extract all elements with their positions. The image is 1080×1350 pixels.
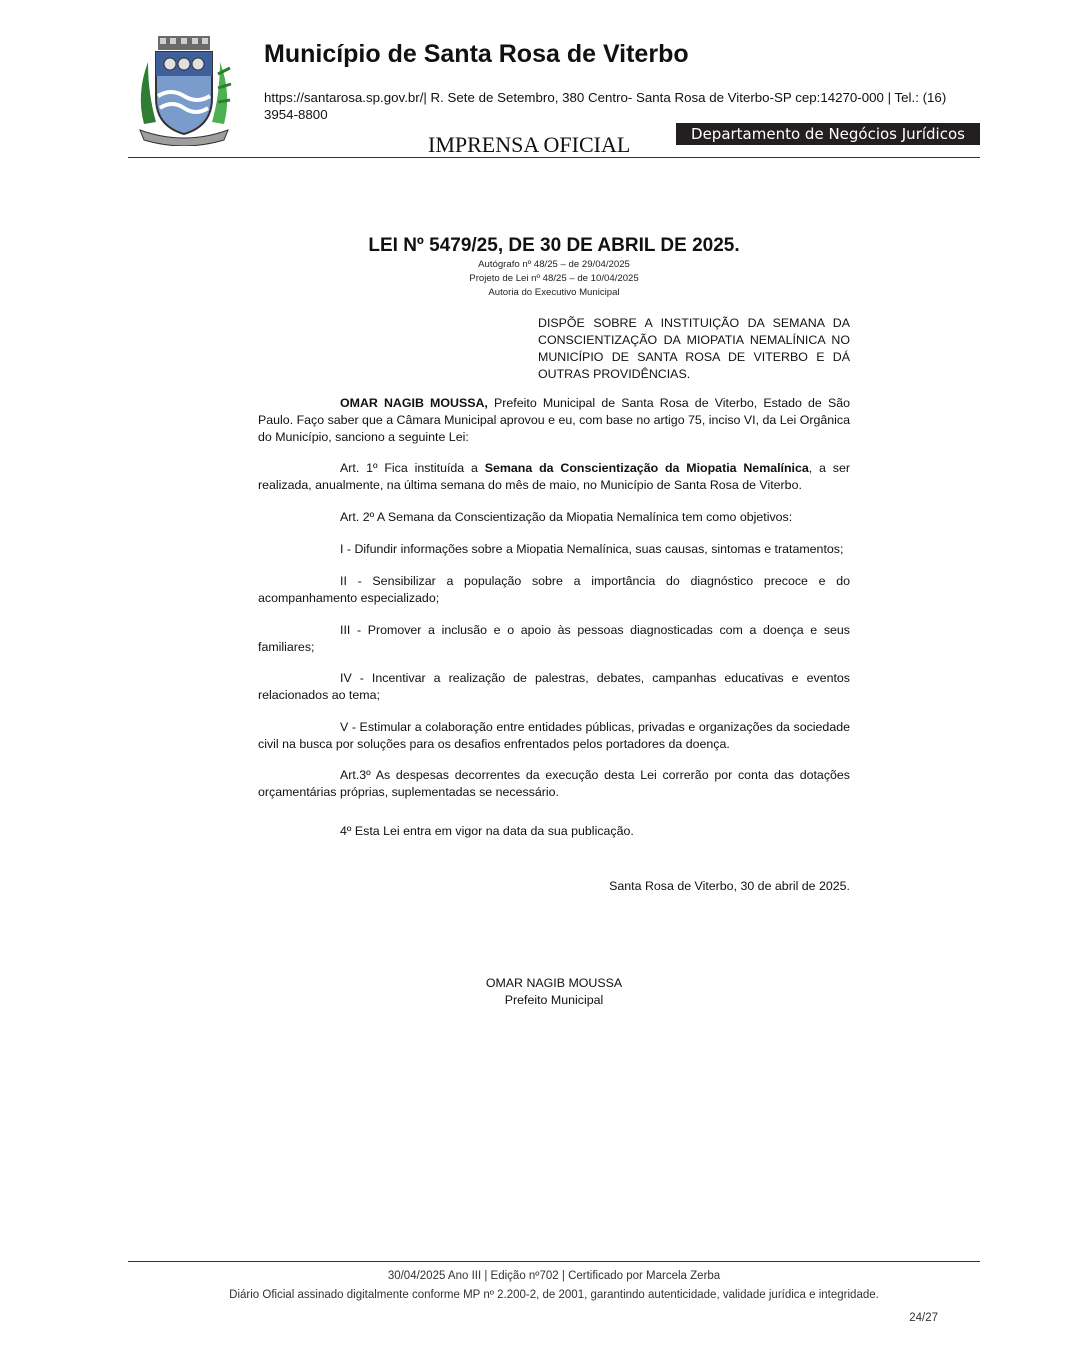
preamble-paragraph [258, 395, 850, 446]
municipality-title: Município de Santa Rosa de Viterbo [264, 40, 689, 68]
objective-5-text: V - Estimular a colaboração entre entidades públicas, privadas e organizações da sociedade civil na busca por soluções para os desafios enfrentados pelos portadores da doença. [258, 720, 850, 751]
digital-signature-notice: Diário Oficial assinado digitalmente conforme MP nº 2.200-2, de 2001, garantindo autenticidade, validade jurídica e integridade. [229, 1289, 879, 1301]
objective-2 [258, 573, 850, 607]
autografo-line: Autógrafo nº 48/25 – de 29/04/2025 [478, 259, 630, 270]
article-3-text: Art.3º As despesas decorrentes da execução desta Lei correrão por conta das dotações orçamentárias próprias, suplementadas se necessário. [258, 768, 850, 799]
signer-name: OMAR NAGIB MOUSSA [485, 976, 623, 990]
page-header [128, 30, 980, 158]
article-4: 4º Esta Lei entra em vigor na data da sua publicação. [340, 824, 634, 838]
header-divider [128, 157, 980, 158]
department-badge: Departamento de Negócios Jurídicos [676, 123, 980, 145]
signer-role: Prefeito Municipal [504, 993, 604, 1007]
objective-5 [258, 719, 850, 753]
municipality-address: https://santarosa.sp.gov.br/| R. Sete de Setembro, 380 Centro- Santa Rosa de Viterbo-SP cep:14270-000 | Tel.: (16) 3954-8800 [264, 90, 947, 122]
objective-4 [258, 670, 850, 704]
article-1-event-name: Semana da Conscientização da Miopatia Nemalínica [484, 461, 809, 475]
law-summary: DISPÕE SOBRE A INSTITUIÇÃO DA SEMANA DA CONSCIENTIZAÇÃO DA MIOPATIA NEMALÍNICA NO MUNICÍPIO DE SANTA ROSA DE VITERBO E DÁ OUTRAS PROVIDÊNCIAS. [538, 316, 850, 381]
objective-4-text: IV - Incentivar a realização de palestras, debates, campanhas educativas e eventos relacionados ao tema; [258, 671, 850, 702]
objective-3 [258, 622, 850, 656]
page-number: 24/27 [909, 1312, 938, 1324]
footer-divider [128, 1261, 980, 1262]
objective-3-text: III - Promover a inclusão e o apoio às pessoas diagnosticadas com a doença e seus familiares; [258, 623, 850, 654]
article-2: Art. 2º A Semana da Conscientização da Miopatia Nemalínica tem como objetivos: [340, 510, 793, 524]
municipal-coat-of-arms-icon [134, 34, 234, 146]
article-1 [258, 460, 850, 494]
article-1-suffix: , a ser realizada, anualmente, na última semana do mês de maio, no Município de Santa Rosa de Viterbo. [258, 461, 850, 492]
article-1-prefix: Art. 1º Fica instituída a [340, 461, 485, 475]
law-title: LEI Nº 5479/25, DE 30 DE ABRIL DE 2025. [368, 235, 740, 256]
edition-info: 30/04/2025 Ano III | Edição nº702 | Certificado por Marcela Zerba [387, 1270, 721, 1282]
article-3 [258, 767, 850, 801]
signing-date: Santa Rosa de Viterbo, 30 de abril de 2025. [609, 879, 850, 893]
objective-2-text: II - Sensibilizar a população sobre a importância do diagnóstico precoce e do acompanhamento especializado; [258, 574, 850, 605]
projeto-line: Projeto de Lei nº 48/25 – de 10/04/2025 [469, 273, 639, 284]
autoria-line: Autoria do Executivo Municipal [488, 287, 620, 298]
publication-title: IMPRENSA OFICIAL [428, 132, 631, 157]
preamble-text: Prefeito Municipal de Santa Rosa de Viterbo, Estado de São Paulo. Faço saber que a Câmara Municipal aprovou e eu, com base no artigo 75, inciso VI, da Lei Orgânica do Município, sanciono a seguinte Lei: [258, 396, 850, 444]
objective-1: I - Difundir informações sobre a Miopatia Nemalínica, suas causas, sintomas e tratamentos; [340, 542, 844, 556]
mayor-name: OMAR NAGIB MOUSSA, [340, 396, 488, 410]
